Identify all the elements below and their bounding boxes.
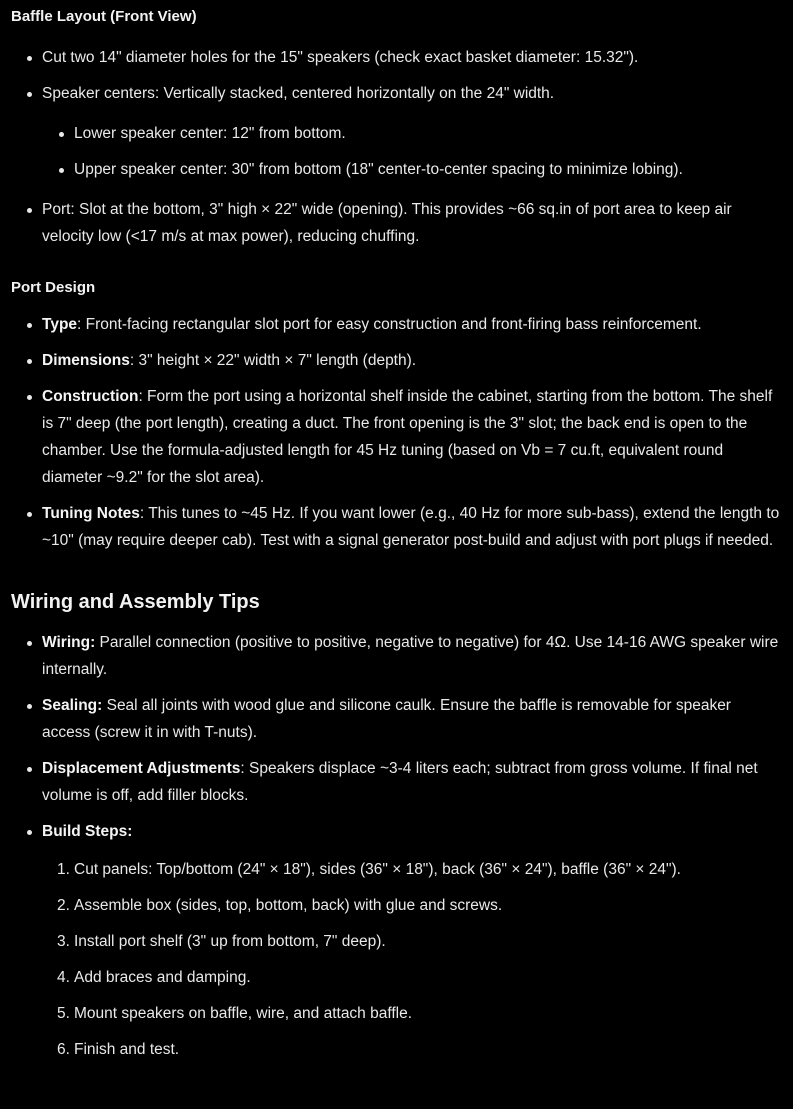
wiring-list [11,629,781,1063]
step-number: 5. [57,1005,70,1022]
item-label: Type [42,316,78,333]
item-label: Wiring: [42,634,96,651]
list-item [42,629,781,683]
port-design-list [11,311,781,554]
step-text: Add braces and damping. [74,969,251,986]
list-item [42,347,781,374]
step-number: 3. [57,933,70,950]
list-item [57,1036,781,1063]
list-item [42,500,781,554]
list-item: Port: Slot at the bottom, 3" high × 22" wide (opening). This provides ~66 sq.in of port area to keep air velocity low (<17 m/s at max power), reducing chuffing. [42,196,781,250]
item-text: : 3" height × 22" width × 7" length (depth). [129,352,417,369]
speaker-centers-sublist [42,120,781,183]
step-text: Finish and test. [74,1041,180,1058]
item-label: Build Steps: [42,823,133,840]
step-number: 2. [57,897,70,914]
list-item: Upper speaker center: 30" from bottom (18" center-to-center spacing to minimize lobing). [74,156,781,183]
list-item [42,692,781,746]
list-item [42,818,781,1063]
item-label: Construction [42,388,139,405]
list-item [57,892,781,919]
item-text: : Form the port using a horizontal shelf inside the cabinet, starting from the bottom. The shelf is 7" deep (the port length), creating a duct. The front opening is the 3" slot; the back end is open to the chamber. Use the formula-adjusted length for 45 Hz tuning (based on Vb = 7 cu.ft, equivalent round diameter ~9.2" for the slot area). [42,388,773,486]
build-steps-list [42,856,781,1063]
item-label: Dimensions [42,352,130,369]
list-item [57,928,781,955]
list-item [42,755,781,809]
step-number: 4. [57,969,70,986]
list-item [42,383,781,491]
list-item: Lower speaker center: 12" from bottom. [74,120,781,147]
item-text: Parallel connection (positive to positive, negative to negative) for 4Ω. Use 14-16 AWG speaker wire internally. [42,634,779,678]
wiring-heading: Wiring and Assembly Tips [11,591,260,613]
step-text: Cut panels: Top/bottom (24" × 18"), sides (36" × 18"), back (36" × 24"), baffle (36" × 24"). [74,861,681,878]
step-number: 6. [57,1041,70,1058]
item-label: Displacement Adjustments [42,760,241,777]
item-text: : Speakers displace ~3-4 liters each; subtract from gross volume. If final net volume is off, add filler blocks. [42,760,758,804]
list-item: Cut two 14" diameter holes for the 15" speakers (check exact basket diameter: 15.32"). [42,44,781,71]
list-item [57,1000,781,1027]
item-text: : Front-facing rectangular slot port for easy construction and front-firing bass reinforcement. [77,316,702,333]
step-text: Assemble box (sides, top, bottom, back) with glue and screws. [74,897,503,914]
item-label: Sealing: [42,697,103,714]
list-item [42,80,781,183]
item-text: : This tunes to ~45 Hz. If you want lower (e.g., 40 Hz for more sub-bass), extend the length to ~10" (may require deeper cab). Test with a signal generator post-build and adjust with port plugs if needed. [42,505,780,549]
baffle-list [11,44,781,250]
item-label: Tuning Notes [42,505,140,522]
port-design-heading: Port Design [11,279,96,296]
list-item-text: Speaker centers: Vertically stacked, centered horizontally on the 24" width. [42,85,555,102]
step-text: Install port shelf (3" up from bottom, 7" deep). [74,933,386,950]
list-item [57,856,781,883]
step-number: 1. [57,861,70,878]
list-item [57,964,781,991]
step-text: Mount speakers on baffle, wire, and attach baffle. [74,1005,413,1022]
baffle-heading: Baffle Layout (Front View) [11,8,197,25]
list-item [42,311,781,338]
item-text: Seal all joints with wood glue and silicone caulk. Ensure the baffle is removable for speaker access (screw it in with T-nuts). [42,697,731,741]
